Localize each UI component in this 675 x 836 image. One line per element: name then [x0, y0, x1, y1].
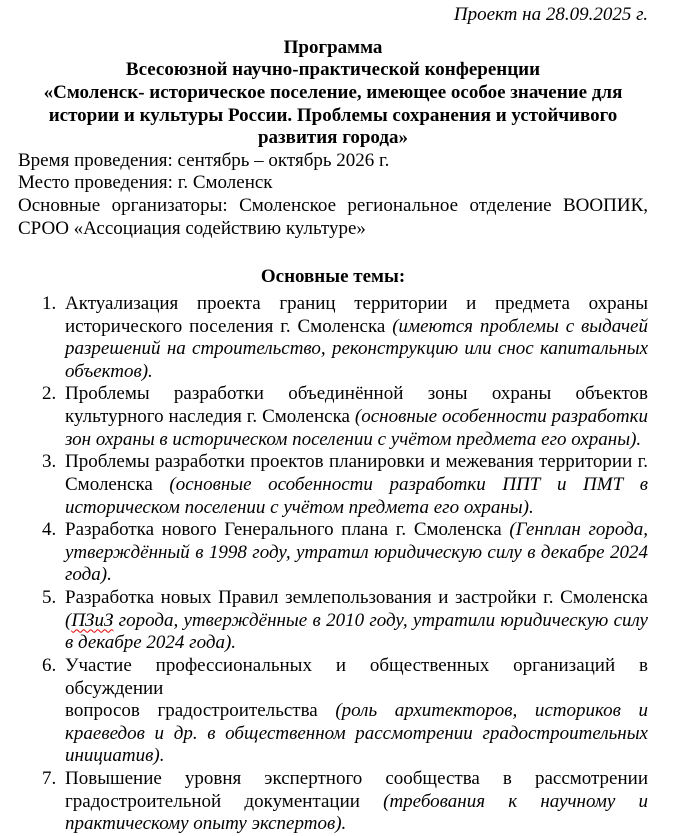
- topic-item: [18, 451, 648, 519]
- text-segment: Разработка новых Правил землепользования и застройки г. Смоленска: [65, 587, 648, 608]
- topic-line: [65, 338, 648, 361]
- topic-line: [65, 723, 648, 746]
- text-segment: города, утверждённые в 2010 году, утратили юридическую силу: [113, 609, 648, 631]
- topic-line: [65, 813, 648, 836]
- text-segment: инициатив).: [65, 745, 165, 767]
- topic-text: [65, 519, 648, 587]
- conference-title: Всесоюзной научно-практической конференции: [125, 59, 541, 81]
- text-segment: практическому опыту экспертов).: [65, 813, 347, 835]
- topic-item: [18, 655, 648, 768]
- topic-item: [18, 383, 648, 451]
- text-segment: Проблемы разработки объединённой зоны охраны объектов: [65, 383, 648, 405]
- topic-line: [65, 655, 648, 700]
- event-place: Место проведения: г. Смоленск: [18, 172, 273, 194]
- text-segment: зон охраны в историческом поселении с учётом предмета его охраны).: [65, 428, 642, 450]
- topic-line: [65, 632, 648, 655]
- text-segment: краеведов и др. в общественном рассмотрении градостроительных: [65, 722, 648, 744]
- theme-title-line: истории и культуры России. Проблемы сохранения и устойчивого: [48, 104, 618, 126]
- text-segment: Проблемы разработки проектов планировки и межевания территории г.: [65, 451, 648, 473]
- topics-list: [18, 293, 648, 836]
- text-segment: историческом поселении с учётом предмета его охраны).: [65, 496, 534, 518]
- topic-number: 5.: [42, 587, 57, 608]
- theme-title-line: развития города»: [257, 127, 408, 149]
- topic-line: [65, 293, 648, 316]
- topic-number: 6.: [42, 654, 57, 676]
- text-segment: Смоленска: [65, 473, 170, 495]
- topic-line: [65, 383, 648, 406]
- text-segment: культурного наследия г. Смоленска: [65, 406, 355, 427]
- text-segment: (роль архитекторов, историков и: [335, 700, 648, 722]
- topic-line: [65, 768, 648, 791]
- text-segment: (: [65, 609, 72, 631]
- theme-title: [18, 82, 648, 150]
- organizers-line: Основные организаторы: Смоленское региональное отделение ВООПИК,: [18, 195, 648, 216]
- topic-line: [65, 564, 648, 587]
- text-segment: в декабре 2024 года).: [65, 632, 237, 654]
- topic-item: [18, 293, 648, 384]
- text-segment: объектов).: [65, 360, 153, 382]
- text-segment: (Генплан города,: [509, 519, 648, 541]
- text-segment: исторического поселения г. Смоленска: [65, 315, 393, 337]
- topic-text: [65, 655, 648, 768]
- topic-text: [65, 768, 648, 836]
- text-segment: (имеются проблемы с выдачей: [392, 315, 648, 337]
- topic-line: [65, 429, 648, 452]
- topic-line: [65, 542, 648, 565]
- topic-line: [65, 451, 648, 474]
- text-segment: Разработка нового Генерального плана г. Смоленска: [65, 519, 510, 541]
- text-segment: утверждённый в 1998 году, утратил юридическую силу в декабре 2024: [65, 541, 648, 563]
- text-segment: градостроительной документации: [65, 790, 384, 812]
- topic-number: 7.: [42, 768, 57, 789]
- misspelled-word: ПЗиЗ: [71, 609, 114, 631]
- topic-item: [18, 768, 648, 836]
- topic-line: [65, 791, 648, 814]
- organizers-line: СРОО «Ассоциация содействию культуре»: [18, 217, 366, 239]
- topic-line: [65, 700, 648, 723]
- topic-number: 3.: [42, 451, 57, 473]
- text-segment: (требования к научному и: [383, 790, 648, 812]
- text-segment: Актуализация проекта границ территории и предмета охраны: [65, 292, 648, 314]
- topic-line: [65, 610, 648, 633]
- topic-line: [65, 474, 648, 497]
- topics-heading: Основные темы:: [260, 266, 406, 288]
- draft-note: Проект на 28.09.2025 г.: [453, 4, 648, 25]
- organizers: [18, 195, 648, 240]
- text-segment: года).: [65, 564, 112, 586]
- text-segment: разрешений на строительство, реконструкцию или снос капитальных: [65, 338, 648, 360]
- text-segment: (основные особенности разработки: [354, 406, 648, 427]
- program-title: Программа: [283, 36, 383, 58]
- text-segment: Повышение уровня экспертного сообщества в рассмотрении: [65, 768, 648, 789]
- text-segment: Участие профессиональных и общественных организаций в обсуждении: [65, 654, 648, 699]
- theme-title-line: «Смоленск- историческое поселение, имеющее особое значение для: [43, 81, 623, 103]
- topic-line: [65, 497, 648, 520]
- topic-text: [65, 587, 648, 655]
- text-segment: (основные особенности разработки ППТ и ПМТ в: [169, 473, 648, 495]
- topic-number: 4.: [42, 519, 57, 541]
- topic-item: [18, 519, 648, 587]
- topic-text: [65, 451, 648, 519]
- topic-text: [65, 383, 648, 451]
- topic-line: [65, 519, 648, 542]
- event-time: Время проведения: сентябрь – октябрь 2026 г.: [18, 149, 390, 171]
- topic-item: [18, 587, 648, 655]
- topic-number: 2.: [42, 383, 57, 405]
- topic-line: [65, 361, 648, 384]
- topic-line: [65, 406, 648, 429]
- topic-line: [65, 745, 648, 768]
- topic-line: [65, 587, 648, 610]
- topic-number: 1.: [42, 292, 57, 314]
- topic-text: [65, 293, 648, 384]
- text-segment: вопросов градостроительства: [65, 700, 336, 722]
- topic-line: [65, 316, 648, 339]
